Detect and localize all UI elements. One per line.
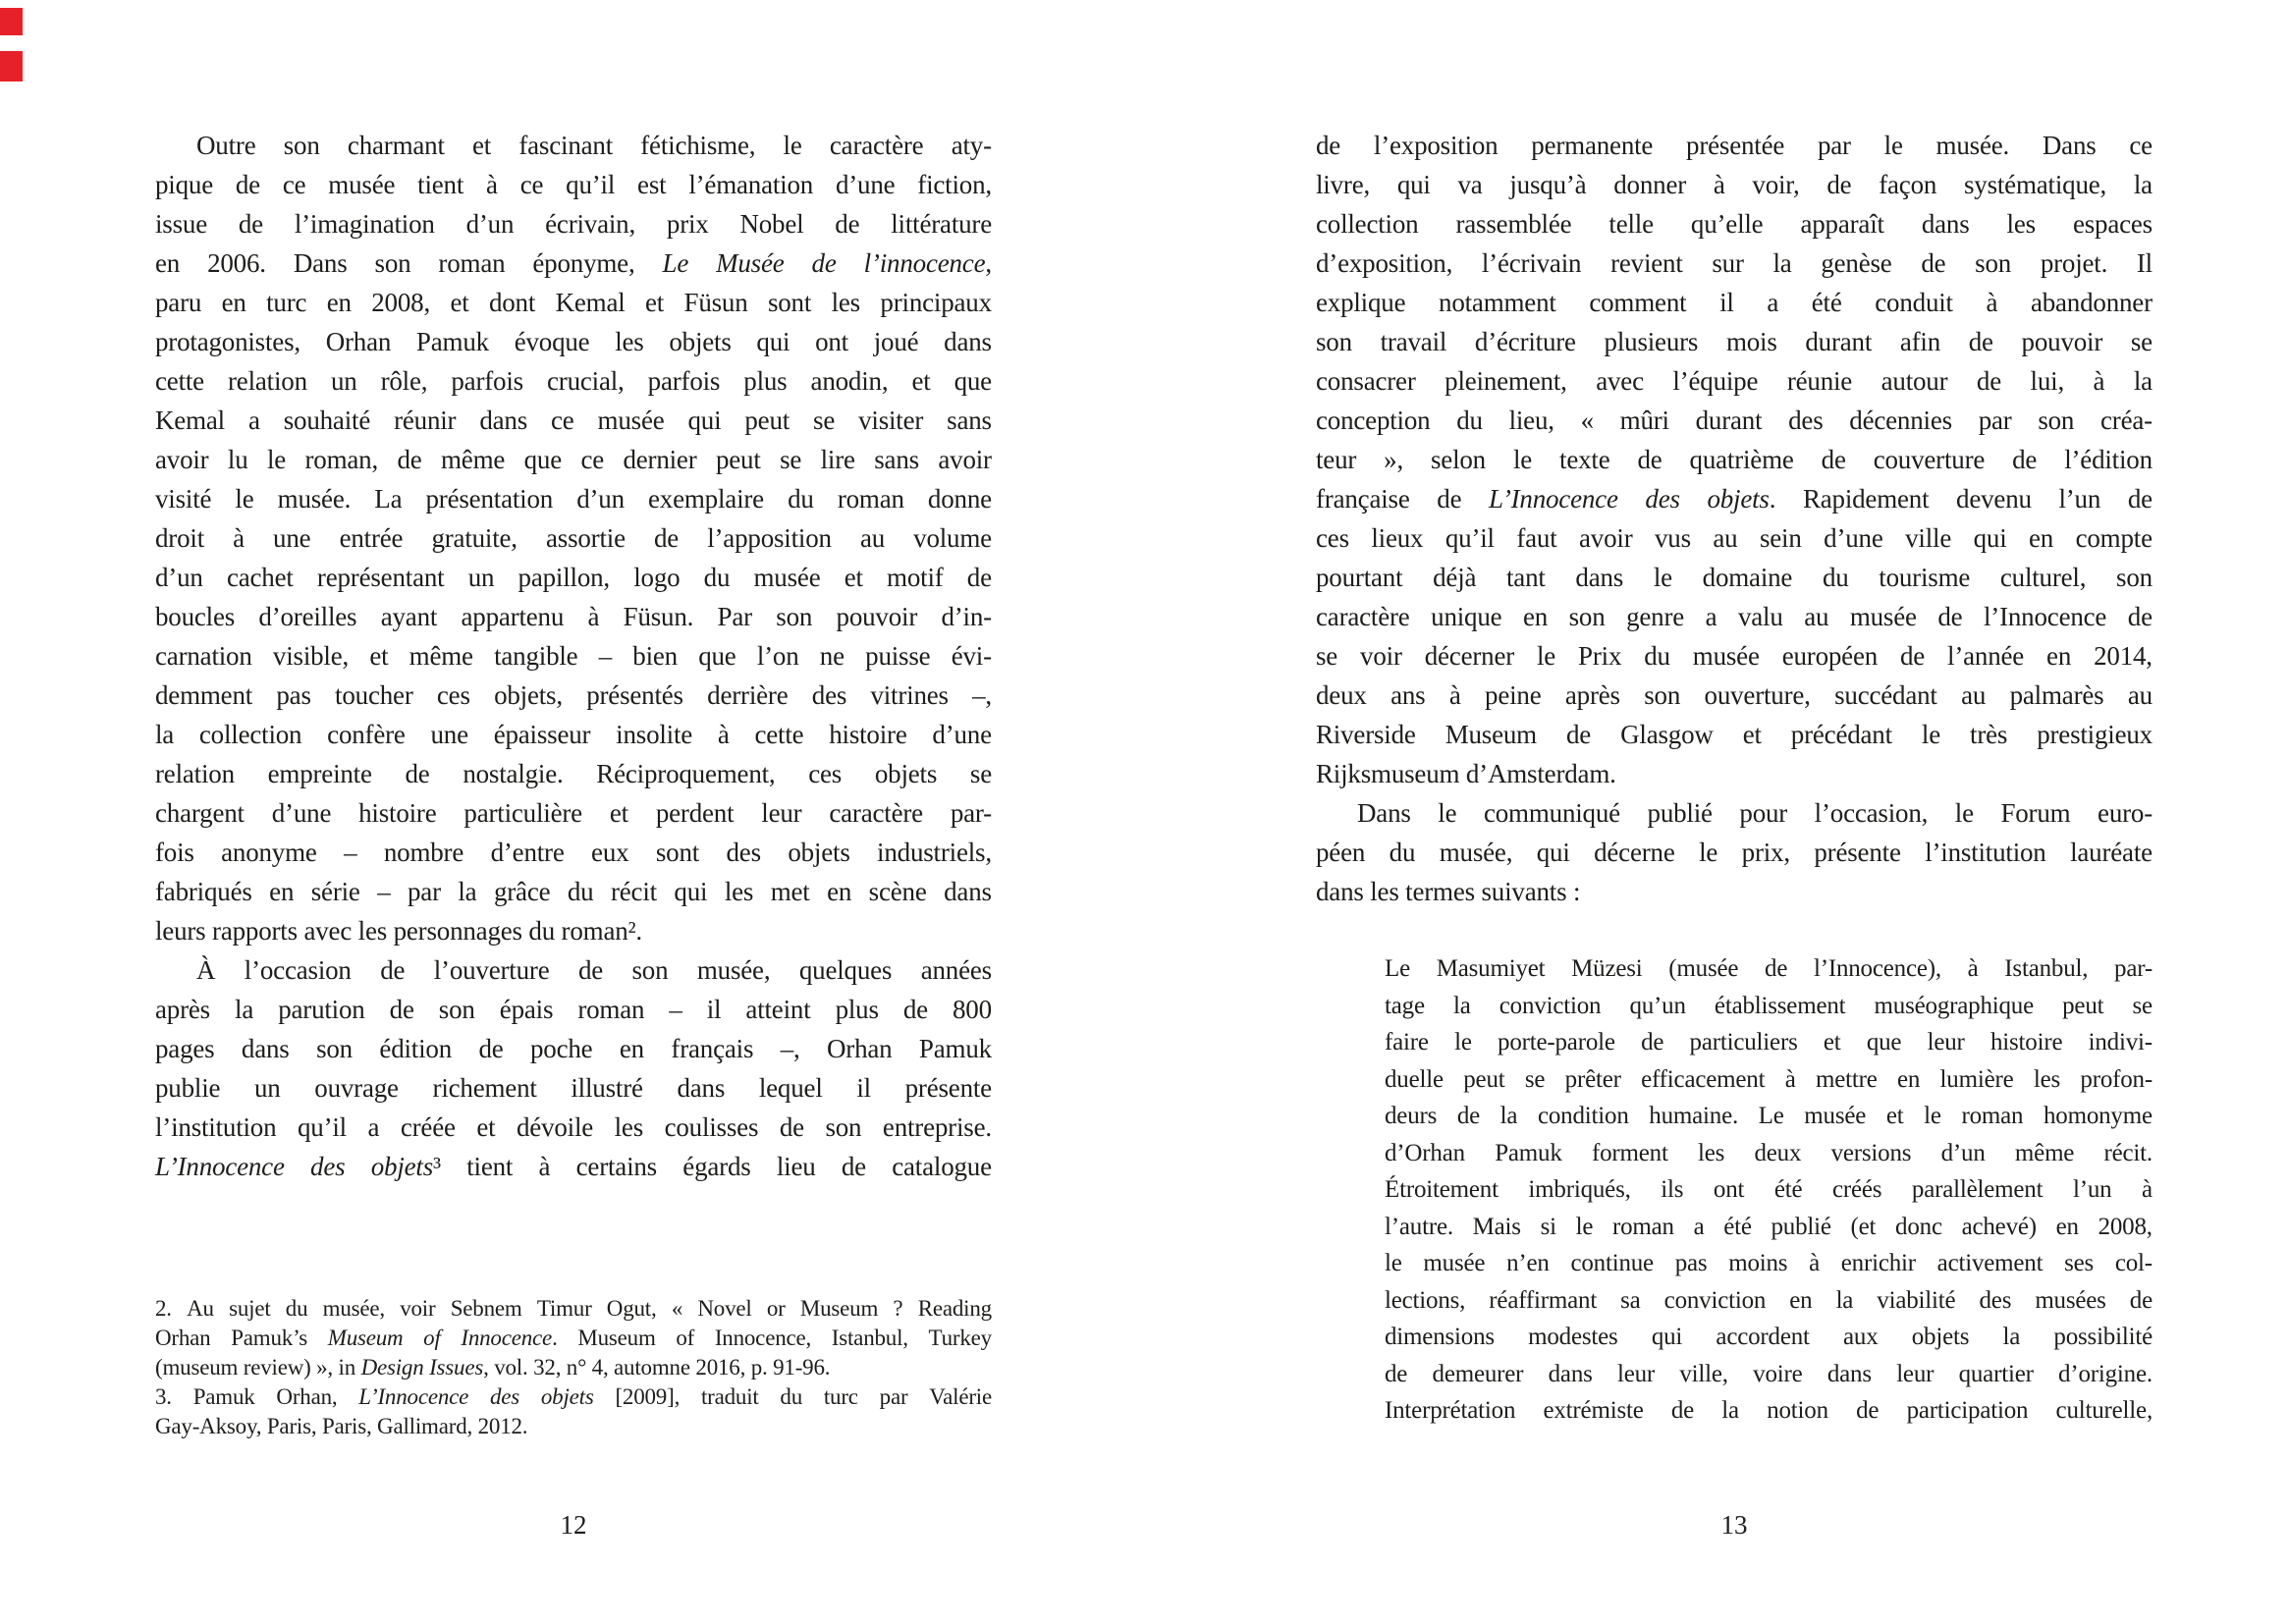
text-line: Kemal a souhaité réunir dans ce musée qui peut se visiter sans [155,406,992,435]
text-line: paru en turc en 2008, et dont Kemal et Füsun sont les principaux [155,288,992,317]
text-line: d’Orhan Pamuk forment les deux versions d’un même récit. [1385,1139,2153,1166]
text-line: de demeurer dans leur ville, voire dans leur quartier d’origine. [1385,1360,2153,1387]
text-line: issue de l’imagination d’un écrivain, prix Nobel de littérature [155,209,992,239]
text-line: chargent d’une histoire particulière et perdent leur caractère par- [155,798,992,828]
text-line: péen du musée, qui décerne le prix, présente l’institution lauréate [1316,838,2153,867]
paragraph [1316,793,2153,911]
text-line: en 2006. Dans son roman éponyme, Le Musée de l’innocence, [155,248,992,278]
text-line: pique de ce musée tient à ce qu’il est l’émanation d’une fiction, [155,170,992,199]
text-line: consacrer pleinement, avec l’équipe réunie autour de lui, à la [1316,366,2153,396]
text-line: deux ans à peine après son ouverture, succédant au palmarès au [1316,680,2153,710]
page-number-left: 12 [560,1510,587,1540]
text-line: l’autre. Mais si le roman a été publié (et donc achevé) en 2008, [1385,1213,2153,1240]
text-line: d’un cachet représentant un papillon, logo du musée et motif de [155,563,992,592]
text-line: lections, réaffirmant sa conviction en la viabilité des musées de [1385,1286,2153,1314]
text-line: tage la conviction qu’un établissement muséographique peut se [1385,992,2153,1019]
text-line: dimensions modestes qui accordent aux objets la possibilité [1385,1324,2153,1350]
text-line: Interprétation extrémiste de la notion de participation culturelle, [1385,1397,2153,1424]
text-line: boucles d’oreilles ayant appartenu à Füsun. Par son pouvoir d’in- [155,602,992,631]
text-line: Le Masumiyet Müzesi (musée de l’Innocence), à Istanbul, par- [1385,955,2153,982]
text-line: Rijksmuseum d’Amsterdam. [1316,759,1616,788]
text-line: L’Innocence des objets³ tient à certains égards lieu de catalogue [155,1152,992,1181]
text-line: droit à une entrée gratuite, assortie de l’apposition au volume [155,523,992,553]
text-line: la collection confère une épaisseur insolite à cette histoire d’une [155,720,992,749]
text-line: pages dans son édition de poche en français –, Orhan Pamuk [155,1034,992,1063]
text-line: Étroitement imbriqués, ils ont été créés parallèlement l’un à [1385,1176,2153,1203]
text-line: publie un ouvrage richement illustré dans lequel il présente [155,1073,992,1103]
text-line: explique notamment comment il a été conduit à abandonner [1316,288,2153,317]
text-line: se voir décerner le Prix du musée européen de l’année en 2014, [1316,641,2153,671]
text-line: teur », selon le texte de quatrième de couverture de l’édition [1316,445,2153,474]
text-line: fois anonyme – nombre d’entre eux sont des objets industriels, [155,838,992,867]
text-line: deurs de la condition humaine. Le musée et le roman homonyme [1385,1103,2153,1129]
text-line: Dans le communiqué publié pour l’occasion, le Forum euro- [1357,798,2153,828]
text-line: de l’exposition permanente présentée par le musée. Dans ce [1316,131,2153,160]
text-line: Outre son charmant et fascinant fétichisme, le caractère aty- [196,131,992,160]
text-line: 2. Au sujet du musée, voir Sebnem Timur Ogut, « Novel or Museum ? Reading [155,1296,992,1321]
text-line: livre, qui va jusqu’à donner à voir, de façon systématique, la [1316,170,2153,199]
right-page [1145,0,2289,1624]
blockquote [1385,950,2153,1430]
right-page-text [1316,126,2153,1430]
text-line: d’exposition, l’écrivain revient sur la genèse de son projet. Il [1316,248,2153,278]
text-line: carnation visible, et même tangible – bien que l’on ne puisse évi- [155,641,992,671]
paragraph [155,950,992,1186]
left-page-text [155,126,992,1186]
text-line: (museum review) », in Design Issues, vol. 32, n° 4, automne 2016, p. 91-96. [155,1355,831,1380]
paragraph [1316,126,2153,793]
text-line: duelle peut se prêter efficacement à mettre en lumière les profon- [1385,1065,2153,1093]
text-line: son travail d’écriture plusieurs mois durant afin de pouvoir se [1316,327,2153,356]
text-line: Gay-Aksoy, Paris, Paris, Gallimard, 2012. [155,1414,528,1438]
text-line: fabriqués en série – par la grâce du récit qui les met en scène dans [155,877,992,906]
text-line: ces lieux qu’il faut avoir vus au sein d’une ville qui en compte [1316,523,2153,553]
text-line: conception du lieu, « mûri durant des décennies par son créa- [1316,406,2153,435]
text-line: faire le porte-parole de particuliers et que leur histoire indivi- [1385,1029,2153,1056]
text-line: après la parution de son épais roman – il atteint plus de 800 [155,995,992,1024]
text-line: relation empreinte de nostalgie. Réciproquement, ces objets se [155,759,992,788]
text-line: le musée n’en continue pas moins à enrichir activement ses col- [1385,1250,2153,1276]
text-line: pourtant déjà tant dans le domaine du tourisme culturel, son [1316,563,2153,592]
text-line: dans les termes suivants : [1316,877,1581,906]
text-line: visité le musée. La présentation d’un exemplaire du roman donne [155,484,992,514]
text-line: Orhan Pamuk’s Museum of Innocence. Museum of Innocence, Istanbul, Turkey [155,1326,992,1350]
text-line: leurs rapports avec les personnages du roman². [155,916,642,946]
text-line: Riverside Museum de Glasgow et précédant le très prestigieux [1316,720,2153,749]
text-line: l’institution qu’il a créée et dévoile les coulisses de son entreprise. [155,1112,992,1142]
text-line: caractère unique en son genre a valu au musée de l’Innocence de [1316,602,2153,631]
paragraph [155,126,992,950]
text-line: À l’occasion de l’ouverture de son musée, quelques années [196,955,992,985]
text-line: collection rassemblée telle qu’elle apparaît dans les espaces [1316,209,2153,239]
left-page [0,0,1144,1624]
text-line: protagonistes, Orhan Pamuk évoque les objets qui ont joué dans [155,327,992,356]
text-line: cette relation un rôle, parfois crucial, parfois plus anodin, et que [155,366,992,396]
footnotes [155,1294,992,1441]
text-line: française de L’Innocence des objets. Rapidement devenu l’un de [1316,484,2153,514]
text-line: demment pas toucher ces objets, présentés derrière des vitrines –, [155,680,992,710]
text-line: avoir lu le roman, de même que ce dernier peut se lire sans avoir [155,445,992,474]
page-number-right: 13 [1720,1510,1748,1540]
text-line: 3. Pamuk Orhan, L’Innocence des objets [2009], traduit du turc par Valérie [155,1384,992,1409]
